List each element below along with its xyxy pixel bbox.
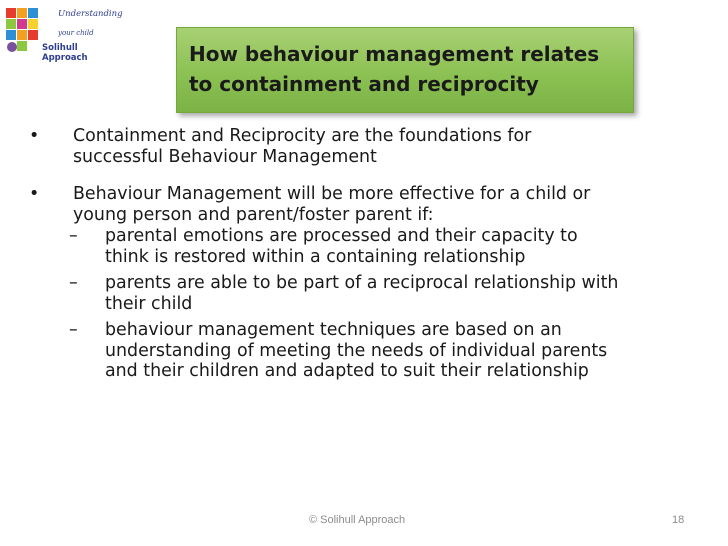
sub-bullet-text-line: parental emotions are processed and their capacity to — [105, 226, 578, 246]
logo — [4, 6, 123, 63]
logo-name: Solihull Approach — [42, 43, 88, 63]
logo-tagline-sub: your child — [58, 29, 94, 37]
dash-icon: – — [69, 320, 78, 340]
title-line-1: How behaviour management relates — [189, 42, 600, 66]
sub-bullet-text-line: understanding of meeting the needs of individual parents — [105, 340, 608, 361]
sub-bullet-text-line: think is restored within a containing relationship — [105, 246, 526, 267]
sub-bullet-item — [29, 226, 719, 267]
bullet-dot-icon: • — [29, 126, 40, 146]
bullet-text-line: young person and parent/foster parent if: — [73, 204, 434, 225]
slide-body — [29, 126, 719, 382]
sub-bullet-text-line: and their children and adapted to suit their relationship — [105, 361, 589, 381]
page-number: 18 — [672, 514, 685, 526]
bullet-dot-icon: • — [29, 184, 40, 204]
sub-bullet-text-line: parents are able to be part of a reciprocal relationship with — [105, 273, 619, 293]
bullet-text-line: successful Behaviour Management — [73, 146, 377, 167]
dash-icon: – — [69, 273, 78, 293]
dash-icon: – — [69, 226, 78, 246]
sub-bullet-text-line: their child — [105, 293, 193, 314]
logo-tagline: Understanding — [58, 9, 123, 19]
sub-bullet-item — [29, 273, 719, 314]
footer-copyright: © Solihull Approach — [309, 514, 406, 526]
bullet-text-line: Containment and Reciprocity are the foundations for — [73, 126, 532, 146]
bullet-text-line: Behaviour Management will be more effective for a child or — [73, 184, 591, 204]
bullet-item — [29, 184, 719, 225]
sub-bullet-text-line: behaviour management techniques are based on an — [105, 320, 562, 340]
title-line-2: to containment and reciprocity — [189, 72, 539, 96]
sub-bullet-item — [29, 320, 719, 382]
bullet-item — [29, 126, 719, 167]
slide-title — [176, 27, 634, 113]
